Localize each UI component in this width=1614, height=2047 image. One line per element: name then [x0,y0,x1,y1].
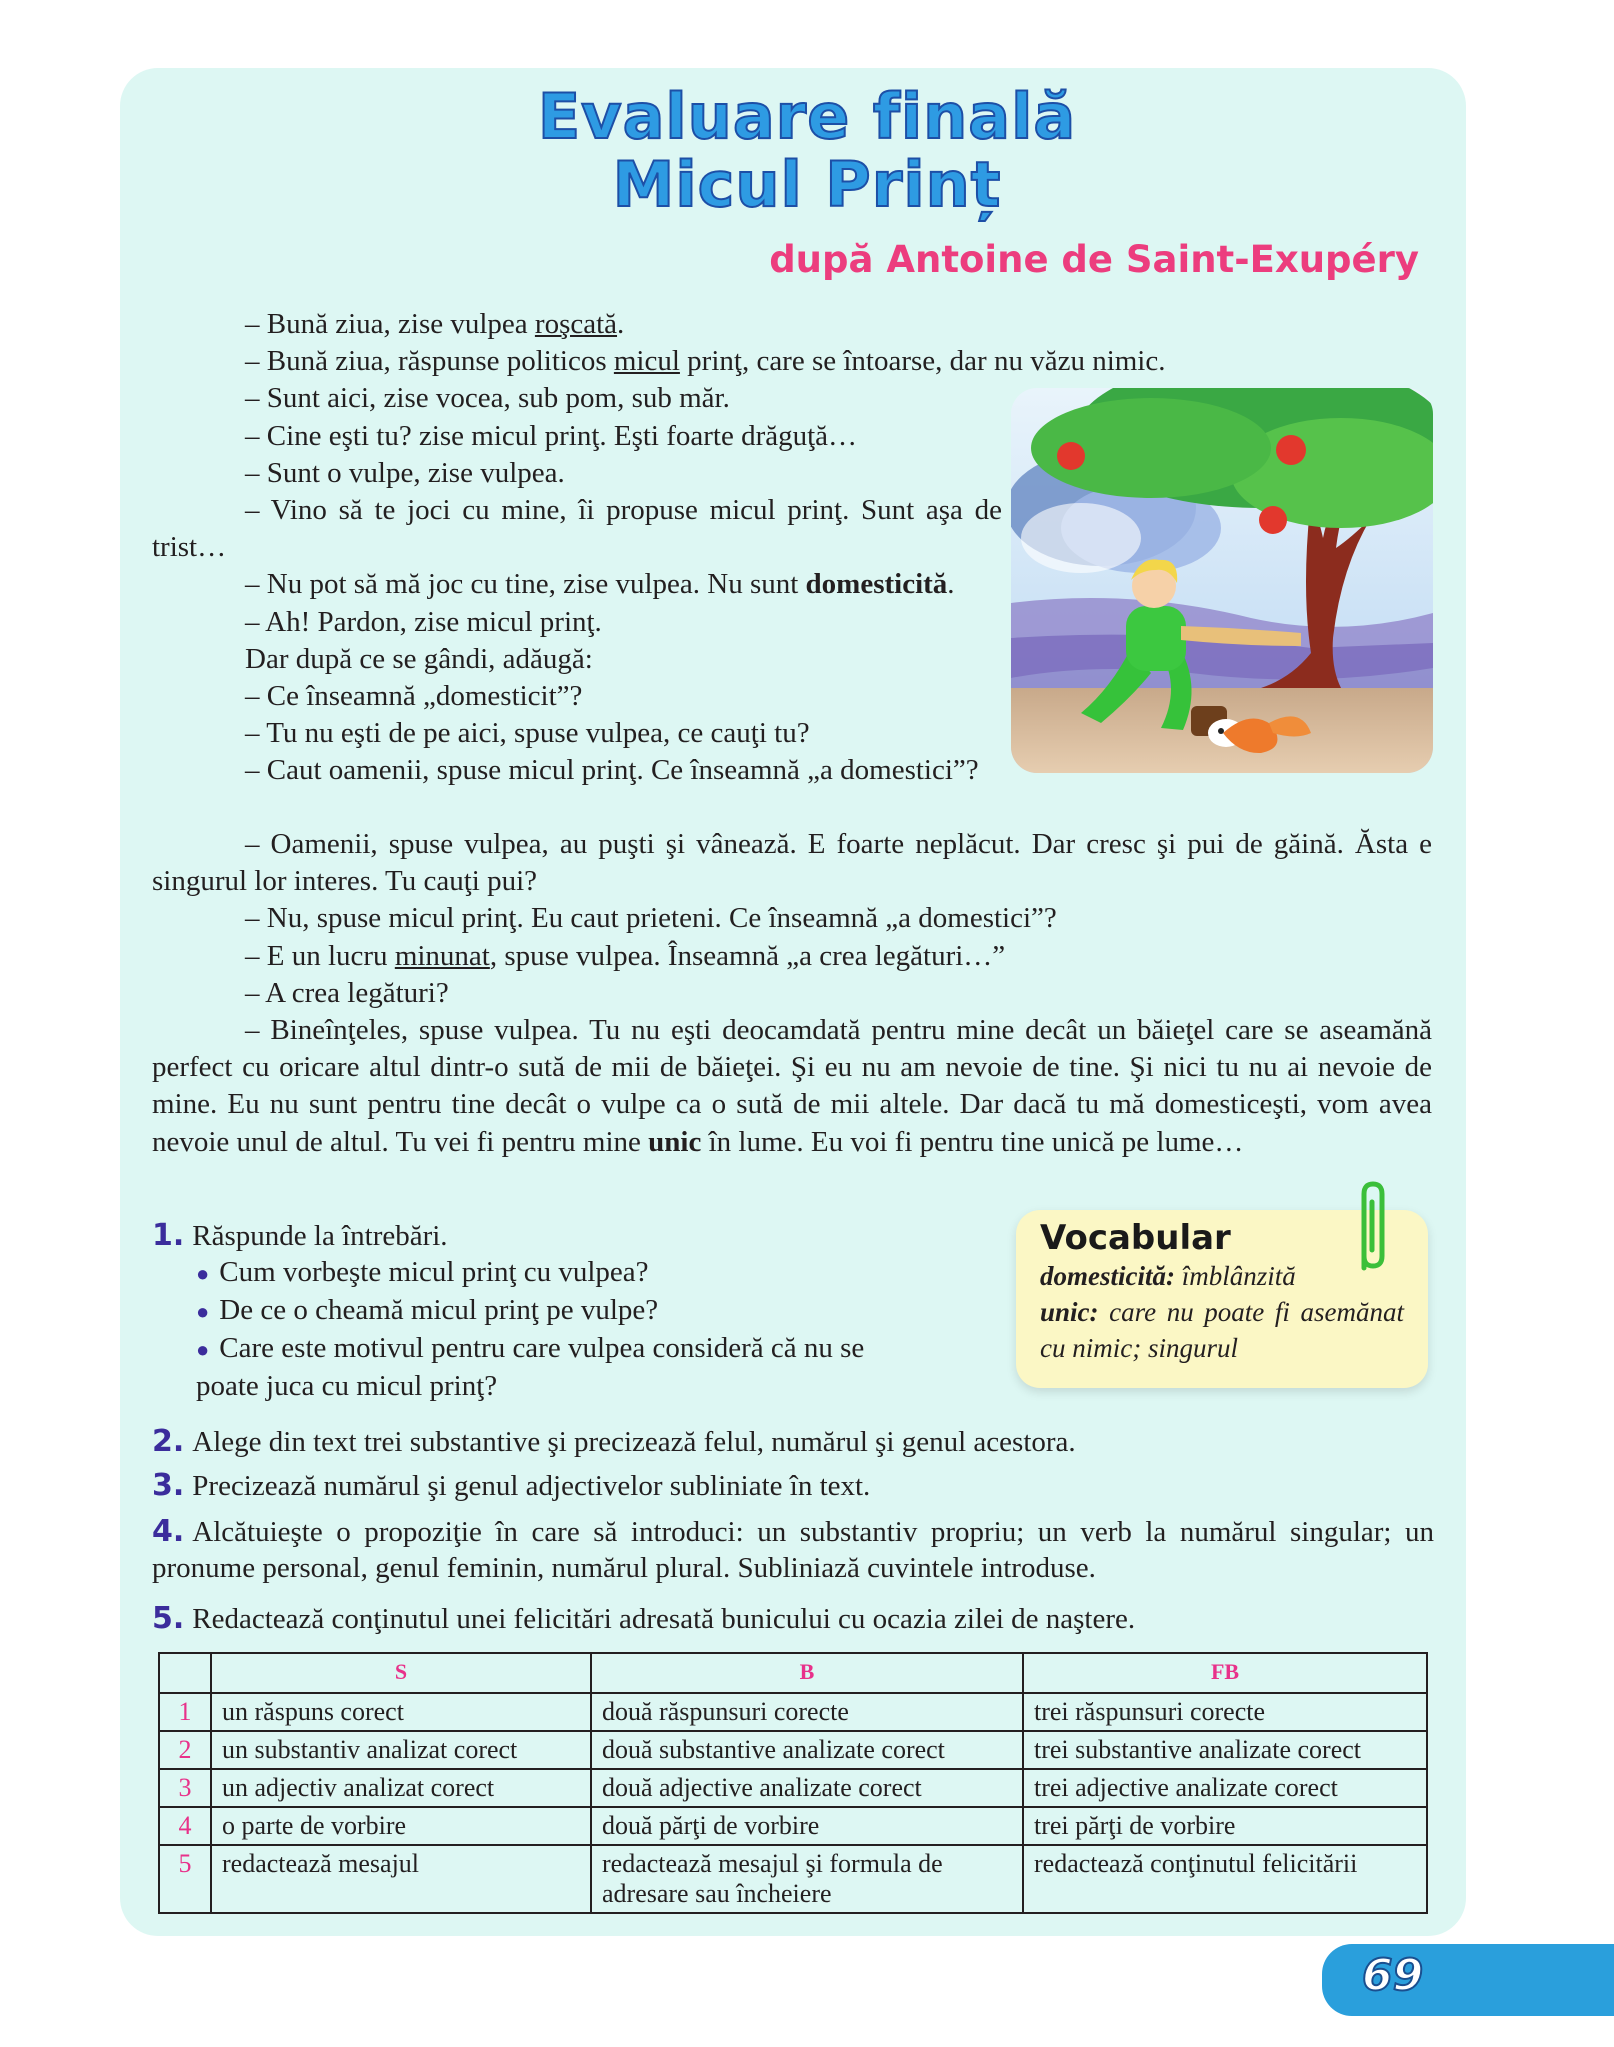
story-line: – Bună ziua, zise vulpea roşcată. [245,308,625,340]
question-bullet: Care este motivul pentru care vulpea consideră că nu se [219,1332,865,1364]
table-cell: trei părţi de vorbire [1023,1807,1427,1845]
table-cell: un adjectiv analizat corect [211,1769,591,1807]
table-cell: două substantive analizate corect [591,1731,1023,1769]
question-number: 5. [152,1601,185,1636]
story-line: – Vino să te joci cu mine, îi propuse micul prinţ. Sunt aşa de trist… [152,494,1002,564]
table-row [159,1807,1427,1845]
story-line: – Ah! Pardon, zise micul prinţ. [245,605,602,638]
question-text: Alcătuieşte o propoziţie în care să introduci: un substantiv propriu; un verb la numărul singular; un pronume personal, genul feminin, numărul plural. Subliniază cuvintele introduse. [152,1516,1434,1584]
column-header-fb: FB [1023,1653,1427,1693]
table-cell: redactează conţinutul felicitării [1023,1845,1427,1913]
row-number: 3 [159,1769,211,1807]
question-text: Precizează numărul şi genul adjectivelor subliniate în text. [192,1470,871,1502]
table-corner [159,1653,211,1693]
question-bullet-continued: poate juca cu micul prinţ? [196,1370,498,1402]
table-row [159,1769,1427,1807]
question-5 [152,1601,1135,1637]
story-text-bottom [152,826,1432,1161]
vocabulary-entry: domesticită: îmblânzită [1040,1261,1296,1291]
question-bullet: De ce o cheamă micul prinţ pe vulpe? [219,1294,659,1326]
story-line: – Sunt o vulpe, zise vulpea. [245,456,565,489]
vocabulary-title: Vocabular [1040,1218,1231,1258]
row-number: 4 [159,1807,211,1845]
story-line: – Ce înseamnă „domesticit”? [245,680,583,713]
story-line: – A crea legături? [245,976,449,1009]
bullet-icon: ● [196,1299,210,1324]
story-line: – Bineînţeles, spuse vulpea. Tu nu eşti deocamdată pentru mine decât un băieţel care se aseamănă perfect cu oricare altul dintr-o sută de mii de băieţei. Şi eu nu am nevoie de tine. Şi nici tu nu ai nevoie de mine. Eu nu sunt pentru tine decât o vulpe ca o sută de mii altele. Dar dacă tu mă domesticeşti, vom avea nevoie unul de altul. Tu vei fi pentru mine unic în lume. Eu voi fi pentru tine unică pe lume… [152,1014,1432,1158]
question-text: Răspunde la întrebări. [192,1220,448,1252]
little-prince-illustration [1011,388,1433,773]
story-line: – Oamenii, spuse vulpea, au puşti şi vânează. E foarte neplăcut. Dar cresc şi pui de găină. Ăsta e singurul lor interes. Tu cauţi pui? [152,828,1432,898]
bullet-icon: ● [196,1261,210,1286]
question-number: 1. [152,1218,185,1253]
table-cell: trei substantive analizate corect [1023,1731,1427,1769]
question-number: 4. [152,1514,185,1549]
story-text-top [152,306,1166,790]
paperclip-icon [1350,1180,1396,1276]
story-line: – Nu, spuse micul prinţ. Eu caut prieteni. Ce înseamnă „a domestici”? [245,902,1057,935]
column-header-s: S [211,1653,591,1693]
question-number: 2. [152,1424,185,1459]
story-line: – Bună ziua, răspunse politicos micul prinţ, care se întoarse, dar nu văzu nimic. [245,345,1166,378]
page-title: Evaluare finală [537,80,1077,153]
question-1 [152,1218,962,1404]
table-row [159,1731,1427,1769]
row-number: 1 [159,1693,211,1731]
row-number: 5 [159,1845,211,1913]
table-cell: redactează mesajul [211,1845,591,1913]
table-cell: un substantiv analizat corect [211,1731,591,1769]
story-line: Dar după ce se gândi, adăugă: [245,642,593,675]
author-subtitle: după Antoine de Saint-Exupéry [769,238,1419,281]
question-number: 3. [152,1468,185,1503]
story-line: – Nu pot să mă joc cu tine, zise vulpea. Nu sunt domesticită. [245,568,955,601]
story-line: – Caut oamenii, spuse micul prinţ. Ce înseamnă „a domestici”? [245,754,979,787]
vocabulary-entry: unic: care nu poate fi asemănat cu nimic; singurul [1040,1297,1404,1363]
page-title-line2: Micul Prinț [612,148,1002,221]
question-3 [152,1468,870,1504]
question-text: Alege din text trei substantive şi precizează felul, numărul şi genul acestora. [192,1426,1076,1458]
story-line: – Tu nu eşti de pe aici, spuse vulpea, ce cauţi tu? [245,717,810,750]
column-header-b: B [591,1653,1023,1693]
question-text: Redactează conţinutul unei felicitări adresată bunicului cu ocazia zilei de naştere. [192,1603,1136,1635]
table-cell: trei adjective analizate corect [1023,1769,1427,1807]
question-2 [152,1424,1076,1460]
table-cell: două adjective analizate corect [591,1769,1023,1807]
table-cell: redactează mesajul şi formula de adresare sau încheiere [591,1845,1023,1913]
story-line: – Sunt aici, zise vocea, sub pom, sub măr. [245,382,730,415]
table-cell: două părţi de vorbire [591,1807,1023,1845]
table-cell: o parte de vorbire [211,1807,591,1845]
table-row [159,1693,1427,1731]
question-bullet: Cum vorbeşte micul prinţ cu vulpea? [219,1256,649,1288]
bullet-icon: ● [196,1337,210,1362]
table-cell: două răspunsuri corecte [591,1693,1023,1731]
story-line: – Cine eşti tu? zise micul prinţ. Eşti foarte drăguţă… [245,419,858,452]
question-4 [152,1514,1434,1586]
table-row [159,1845,1427,1913]
story-line: – E un lucru minunat, spuse vulpea. Înseamnă „a crea legături…” [245,939,1006,972]
row-number: 2 [159,1731,211,1769]
page-number: 69 [1362,1950,1424,2001]
grading-table [158,1652,1428,1914]
table-cell: trei răspunsuri corecte [1023,1693,1427,1731]
table-header-row [159,1653,1427,1693]
table-cell: un răspuns corect [211,1693,591,1731]
